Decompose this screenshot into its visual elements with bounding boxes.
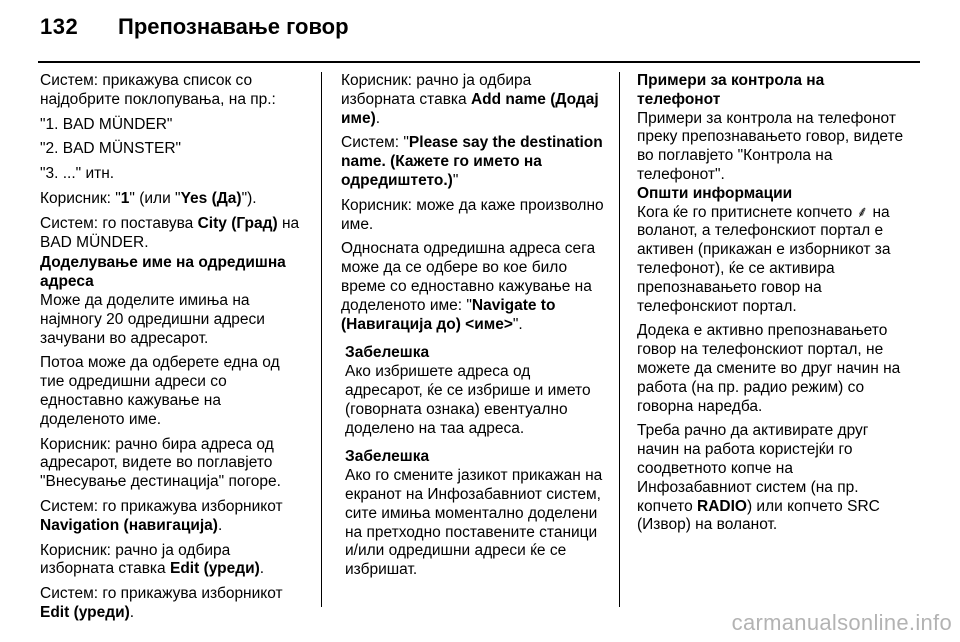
text: Корисник: рачно ја одбира изборната ставка: [341, 72, 532, 108]
column-3: [637, 72, 905, 541]
text: Систем: го поставува: [40, 214, 198, 232]
text: ) или копчето SRC (Извор) на воланот.: [637, 497, 880, 534]
note-block: [345, 344, 609, 580]
column-divider: [619, 72, 620, 607]
paragraph: [637, 422, 905, 535]
text: Кога ќе го притиснете копчето: [637, 203, 857, 221]
page-title: Препознавање говор: [118, 14, 349, 39]
text: ").: [241, 189, 257, 207]
note-title: Забелешка: [345, 448, 430, 466]
paragraph: [40, 542, 308, 580]
note-text: Ако избришете адреса од адресарот, ќе се избрише и името (говорната ознака) евентуално доделено на таа адреса.: [345, 363, 591, 437]
section-heading: Доделување име на одредишна адреса: [40, 254, 286, 291]
paragraph: Примери за контрола на телефонот преку препознавањето говор, видете во поглавјето "Контрола на телефонот".: [637, 109, 904, 183]
text: Систем: ": [341, 134, 409, 152]
paragraph: [40, 190, 308, 209]
note-text: Ако го смените јазикот прикажан на екранот на Инфозабавниот систем, сите имиња моментално доделени на претходно поставените станици и/или одредишни адреси ќе се избришат.: [345, 467, 603, 579]
text: .: [375, 109, 381, 127]
text: Систем: го прикажува изборникот: [40, 585, 283, 603]
column-2: [341, 72, 609, 586]
text: Треба рачно да активирате друг начин на работа користејќи го соодветното копче на Инфозабавниот систем (на пр. копчето: [637, 422, 869, 515]
bold-text: Navigation (навигација): [40, 516, 218, 534]
paragraph: "3. ..." итн.: [40, 165, 115, 183]
text: Систем: го прикажува изборникот: [40, 497, 283, 515]
paragraph: Корисник: може да каже произволно име.: [341, 196, 604, 233]
column-1: [40, 72, 308, 629]
page-number: 132: [40, 14, 79, 39]
voice-control-icon: ⸙: [856, 203, 869, 221]
paragraph: "1. BAD MÜNDER": [40, 115, 173, 133]
paragraph: Корисник: рачно бира адреса од адресарот, видете во поглавјето "Внесување дестинација" погоре.: [40, 435, 281, 491]
header-rule: [38, 61, 920, 63]
column-divider: [321, 72, 322, 607]
paragraph: [341, 72, 609, 128]
text: .: [129, 603, 135, 621]
text: ": [452, 171, 459, 189]
paragraph: [40, 215, 308, 253]
bold-text: RADIO: [697, 497, 747, 515]
text: Односната одредишна адреса сега може да се одбере во кое било време со едноставно кажување на доделеното име: ": [341, 240, 596, 314]
text: Корисник: ": [40, 189, 121, 207]
bold-text: Add name (Додај име): [341, 90, 599, 127]
paragraph: [637, 204, 905, 317]
text: на BAD MÜNDER.: [40, 214, 300, 251]
bold-text: Navigate to (Навигација до) <име>: [341, 296, 556, 333]
text: .: [217, 516, 223, 534]
watermark: carmanualsonline.info: [731, 610, 952, 635]
bold-text: Yes (Да): [180, 189, 242, 207]
paragraph: [40, 585, 308, 623]
paragraph: Систем: прикажува список со најдобрите поклопувања, на пр.:: [40, 72, 276, 108]
page-header: [40, 14, 920, 46]
section-heading: Примери за контрола на телефонот: [637, 72, 825, 108]
text: " (или ": [129, 189, 181, 207]
paragraph: "2. BAD MÜNSTER": [40, 140, 182, 158]
bold-text: Please say the destination name. (Кажете го името на одредиштето.): [341, 134, 603, 189]
paragraph: [40, 498, 308, 536]
paragraph: [341, 134, 609, 190]
bold-text: Edit (уреди): [40, 603, 130, 621]
bold-text: City (Град): [197, 214, 278, 232]
text: .: [259, 560, 265, 578]
paragraph: Потоа може да одберете една од тие одредишни адреси со едноставно кажување на доделеното име.: [40, 354, 280, 428]
text: ".: [512, 315, 523, 333]
text: на воланот, а телефонскиот портал е активен (прикажан е изборникот за телефонот), ќе се активира препознавањето говор на телефонскиот портал.: [637, 203, 891, 315]
bold-text: Edit (уреди): [169, 560, 260, 578]
paragraph: Додека е активно препознавањето говор на телефонскиот портал, не можете да смените во друг начин на работа (на пр. радио режим) со говорна наредба.: [637, 322, 901, 415]
text: Корисник: рачно ја одбира изборната ставка: [40, 541, 231, 578]
section-heading: Општи информации: [637, 184, 793, 202]
paragraph: Може да доделите имиња на најмногу 20 одредишни адреси зачувани во адресарот.: [40, 291, 265, 347]
bold-text: 1: [120, 189, 130, 207]
note-title: Забелешка: [345, 344, 430, 362]
paragraph: [341, 240, 609, 334]
